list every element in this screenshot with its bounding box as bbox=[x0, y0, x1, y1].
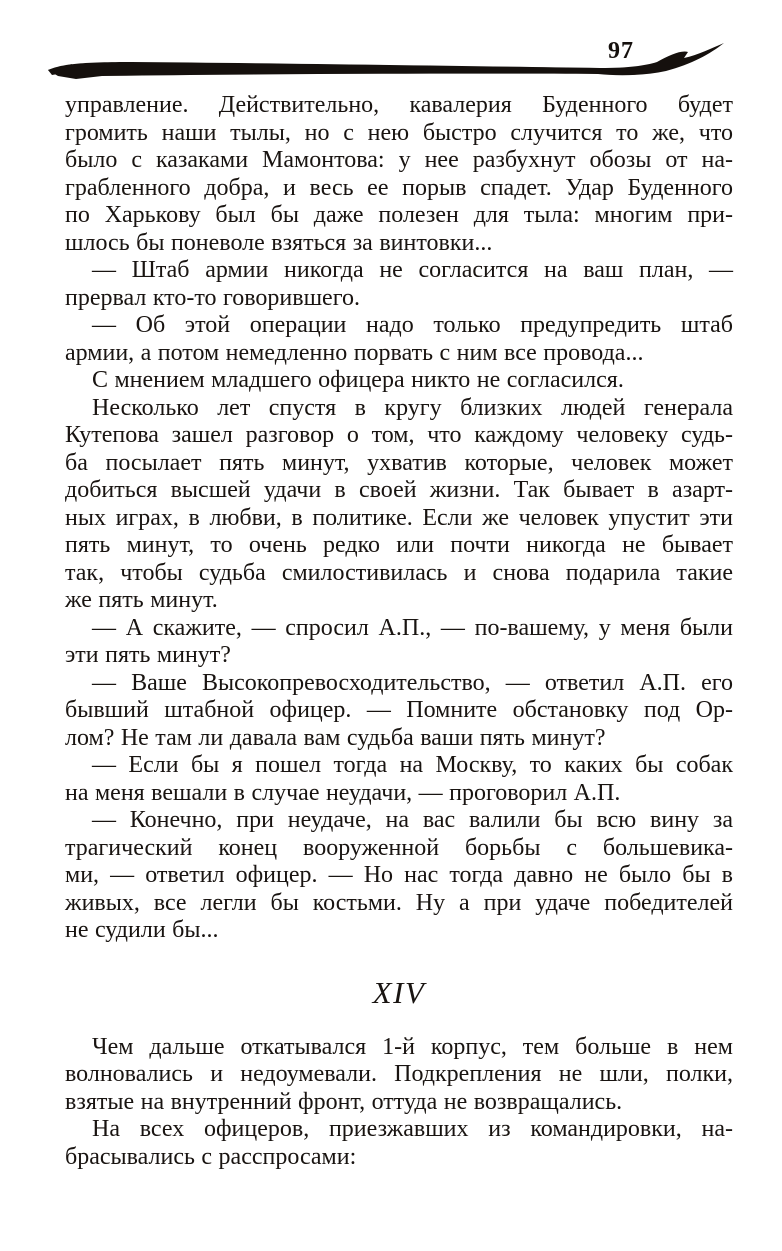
text-line: Несколько лет спустя в кругу близких людей генерала bbox=[92, 394, 733, 421]
paragraph bbox=[65, 92, 733, 257]
text-line: — Об этой операции надо только предупредить штаб bbox=[92, 312, 733, 338]
text-line: ных играх, в любви, в политике. Если же человек упустит эти bbox=[65, 504, 733, 531]
text-line: громить наши тылы, но с нею быстро случится то же, что bbox=[65, 119, 733, 146]
text-line: — А скажите, — спросил А.П., — по-вашему, у меня были bbox=[92, 614, 733, 641]
page-header bbox=[0, 0, 782, 95]
text-line: управление. Действительно, кавалерия Буденного будет bbox=[65, 92, 733, 118]
text-line: так, чтобы судьба смилостивилась и снова подарила такие bbox=[65, 559, 733, 586]
text-line: — Конечно, при неудаче, на вас валили бы всю вину за bbox=[92, 807, 733, 833]
text-line: лом? Не там ли давала вам судьба ваши пять минут? bbox=[65, 724, 606, 751]
paragraph bbox=[65, 670, 733, 753]
paragraph bbox=[65, 615, 733, 670]
paragraph bbox=[65, 807, 733, 945]
text-line: добиться высшей удачи в своей жизни. Так бывает в азарт- bbox=[65, 477, 733, 503]
text-line: эти пять минут? bbox=[65, 642, 231, 668]
text-line: — Если бы я пошел тогда на Москву, то каких бы собак bbox=[92, 752, 733, 778]
text-line: было с казаками Мамонтова: у нее разбухнут обозы от на- bbox=[65, 147, 733, 173]
text-line: волновались и недоумевали. Подкрепления не шли, полки, bbox=[65, 1061, 733, 1087]
header-rule-ornament bbox=[42, 34, 742, 86]
text-line: — Штаб армии никогда не согласится на ваш план, — bbox=[92, 257, 733, 283]
text-line: грабленного добра, и весь ее порыв спадет. Удар Буденного bbox=[65, 174, 733, 201]
paragraph bbox=[65, 752, 733, 807]
text-line: живых, все легли бы костьми. Ну а при удаче победителей bbox=[65, 889, 733, 916]
text-line: же пять минут. bbox=[65, 587, 218, 613]
text-line: Кутепова зашел разговор о том, что каждому человеку судь- bbox=[65, 422, 733, 448]
text-line: по Харькову был бы даже полезен для тыла: многим при- bbox=[65, 202, 733, 228]
text-line: С мнением младшего офицера никто не согласился. bbox=[92, 367, 624, 393]
paragraph bbox=[65, 312, 733, 367]
paragraph bbox=[65, 367, 733, 395]
chapter-heading: XIV bbox=[372, 974, 426, 1010]
text-block bbox=[65, 92, 733, 1171]
text-line: ми, — ответил офицер. — Но нас тогда давно не было бы в bbox=[65, 862, 733, 888]
paragraph bbox=[65, 257, 733, 312]
text-line: брасывались с расспросами: bbox=[65, 1143, 357, 1170]
text-line: армии, а потом немедленно порвать с ним все провода... bbox=[65, 339, 644, 366]
page-number: 97 bbox=[608, 38, 634, 64]
text-line: не судили бы... bbox=[65, 917, 219, 943]
text-line: — Ваше Высокопревосходительство, — ответил А.П. его bbox=[92, 669, 733, 696]
text-line: Чем дальше откатывался 1-й корпус, тем больше в нем bbox=[92, 1033, 733, 1060]
text-line: На всех офицеров, приезжавших из командировки, на- bbox=[92, 1116, 733, 1142]
paragraph bbox=[65, 395, 733, 615]
text-line: бывший штабной офицер. — Помните обстановку под Ор- bbox=[65, 697, 733, 723]
text-line: на меня вешали в случае неудачи, — проговорил А.П. bbox=[65, 779, 621, 806]
text-line: ба посылает пять минут, ухватив которые, человек может bbox=[65, 449, 733, 476]
paragraph bbox=[65, 1116, 733, 1171]
text-line: пять минут, то очень редко или почти никогда не бывает bbox=[65, 532, 733, 558]
text-line: взятые на внутренний фронт, оттуда не возвращались. bbox=[65, 1088, 623, 1115]
text-line: прервал кто-то говорившего. bbox=[65, 284, 360, 311]
text-line: трагический конец вооруженной борьбы с большевика- bbox=[65, 834, 733, 861]
text-line: шлось бы поневоле взяться за винтовки... bbox=[65, 229, 493, 256]
paragraph bbox=[65, 1034, 733, 1117]
